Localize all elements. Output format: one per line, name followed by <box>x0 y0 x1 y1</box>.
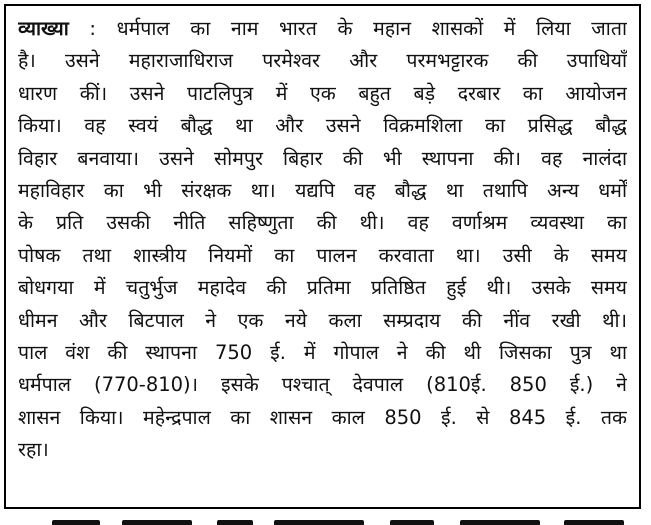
explanation-box <box>4 4 641 509</box>
passage-line-7: के प्रति उसकी नीति सहिष्णुता की थी। वह वर्णाश्रम व्यवस्था का <box>18 211 627 235</box>
passage-line-1-text: : धर्मपाल का नाम भारत के महान शासकों में लिया जाता <box>68 17 627 40</box>
passage-line-8: पोषक तथा शास्त्रीय नियमों का पालन करवाता था। उसी के समय <box>18 243 627 267</box>
cutoff-glyph-fragment <box>274 520 364 525</box>
cutoff-glyph-fragment <box>564 520 624 525</box>
cut-off-next-line <box>12 513 642 525</box>
cutoff-glyph-fragment <box>390 520 434 525</box>
passage-line-10: धीमन और बिटपाल ने एक नये कला सम्प्रदाय की नींव रखी थी। <box>18 308 627 332</box>
passage-line-11: पाल वंश की स्थापना 750 ई. में गोपाल ने की थी जिसका पुत्र था <box>18 340 627 364</box>
cutoff-glyph-fragment <box>52 520 100 525</box>
passage-line-4: किया। वह स्वयं बौद्ध था और उसने विक्रमशिला का प्रसिद्ध बौद्ध <box>18 114 627 138</box>
passage-line-1 <box>18 13 627 45</box>
cutoff-glyph-fragment <box>122 520 192 525</box>
cutoff-glyph-fragment <box>460 520 540 525</box>
passage-line-6: महाविहार का भी संरक्षक था। यद्यपि वह बौद्ध था तथापि अन्य धर्मों <box>18 178 627 202</box>
explanation-label: व्याख्या <box>18 17 69 40</box>
passage-line-2: है। उसने महाराजाधिराज परमेश्वर और परमभट्टारक की उपाधियाँ <box>18 49 627 73</box>
passage-line-5: विहार बनवाया। उसने सोमपुर बिहार की भी स्थापना की। वह नालंदा <box>18 146 627 170</box>
passage-line-9: बोधगया में चतुर्भुज महादेव की प्रतिमा प्रतिष्ठित हुई थी। उसके समय <box>18 276 627 300</box>
cutoff-glyph-fragment <box>217 520 253 525</box>
passage-line-3: धारण कीं। उसने पाटलिपुत्र में एक बहुत बड़े दरबार का आयोजन <box>18 81 627 105</box>
passage-line-13: शासन किया। महेन्द्रपाल का शासन काल 850 ई. से 845 ई. तक <box>18 405 627 429</box>
passage-line-12: धर्मपाल (770-810)। इसके पश्चात् देवपाल (810ई. 850 ई.) ने <box>18 373 627 397</box>
passage-line-14: रहा। <box>18 438 49 462</box>
